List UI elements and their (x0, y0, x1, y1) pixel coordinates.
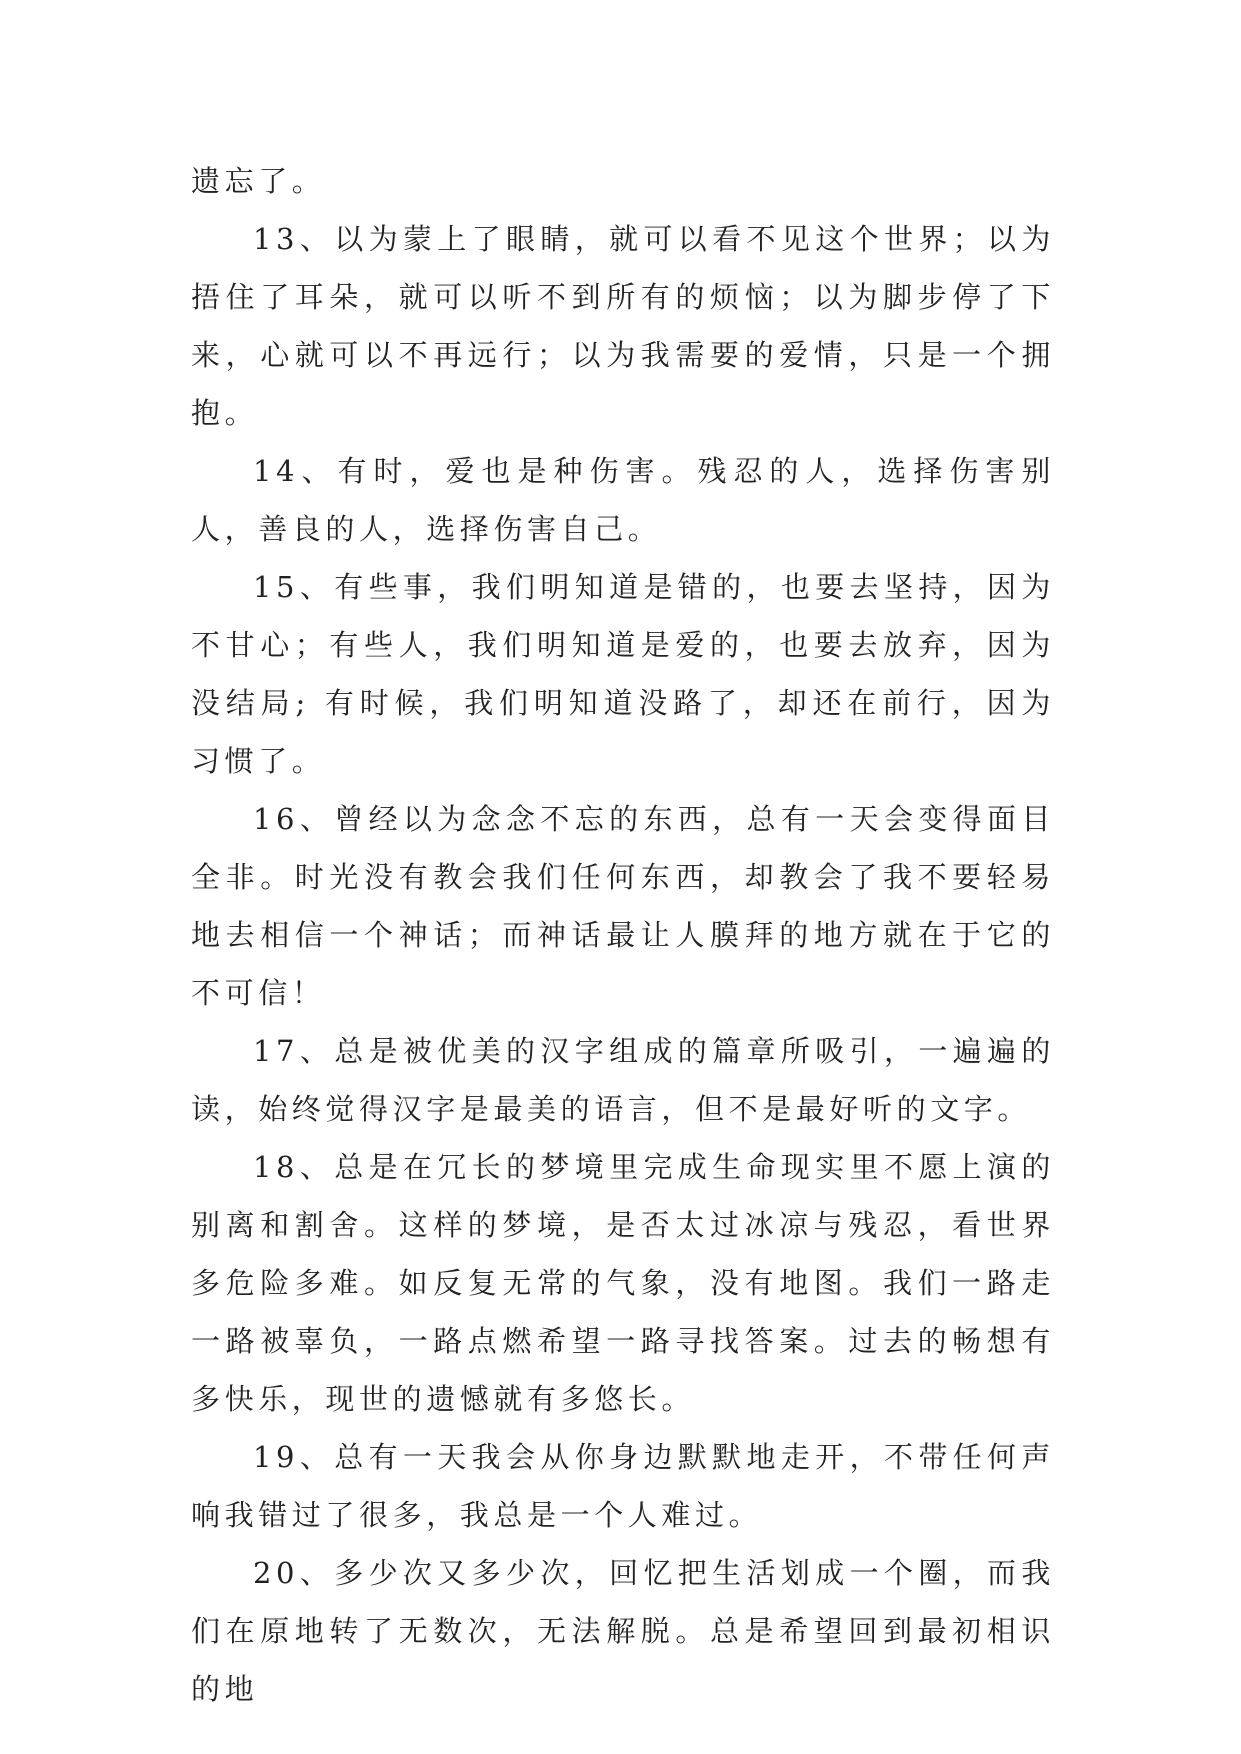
paragraph: 14、有时，爱也是种伤害。残忍的人，选择伤害别人，善良的人，选择伤害自己。 (191, 454, 1055, 546)
paragraph: 13、以为蒙上了眼睛，就可以看不见这个世界；以为捂住了耳朵，就可以听不到所有的烦恼；以为脚步停了下来，心就可以不再远行；以为我需要的爱情，只是一个拥抱。 (191, 222, 1055, 430)
paragraph: 17、总是被优美的汉字组成的篇章所吸引，一遍遍的读，始终觉得汉字是最美的语言，但不是最好听的文字。 (191, 1034, 1055, 1126)
paragraph: 18、总是在冗长的梦境里完成生命现实里不愿上演的别离和割舍。这样的梦境，是否太过冰凉与残忍，看世界多危险多难。如反复无常的气象，没有地图。我们一路走一路被辜负，一路点燃希望一路寻找答案。过去的畅想有多快乐，现世的遗憾就有多悠长。 (191, 1150, 1055, 1416)
paragraph: 遗忘了。 (191, 164, 326, 198)
paragraph: 20、多少次又多少次，回忆把生活划成一个圈，而我们在原地转了无数次，无法解脱。总是希望回到最初相识的地 (191, 1556, 1055, 1706)
body-text (191, 152, 1055, 1718)
paragraph: 15、有些事，我们明知道是错的，也要去坚持，因为不甘心；有些人，我们明知道是爱的，也要去放弃，因为没结局; 有时候，我们明知道没路了，却还在前行，因为习惯了。 (191, 570, 1055, 778)
paragraph: 16、曾经以为念念不忘的东西，总有一天会变得面目全非。时光没有教会我们任何东西，却教会了我不要轻易地去相信一个神话；而神话最让人膜拜的地方就在于它的不可信！ (191, 802, 1055, 1010)
paragraph: 19、总有一天我会从你身边默默地走开，不带任何声响我错过了很多，我总是一个人难过。 (191, 1440, 1055, 1532)
